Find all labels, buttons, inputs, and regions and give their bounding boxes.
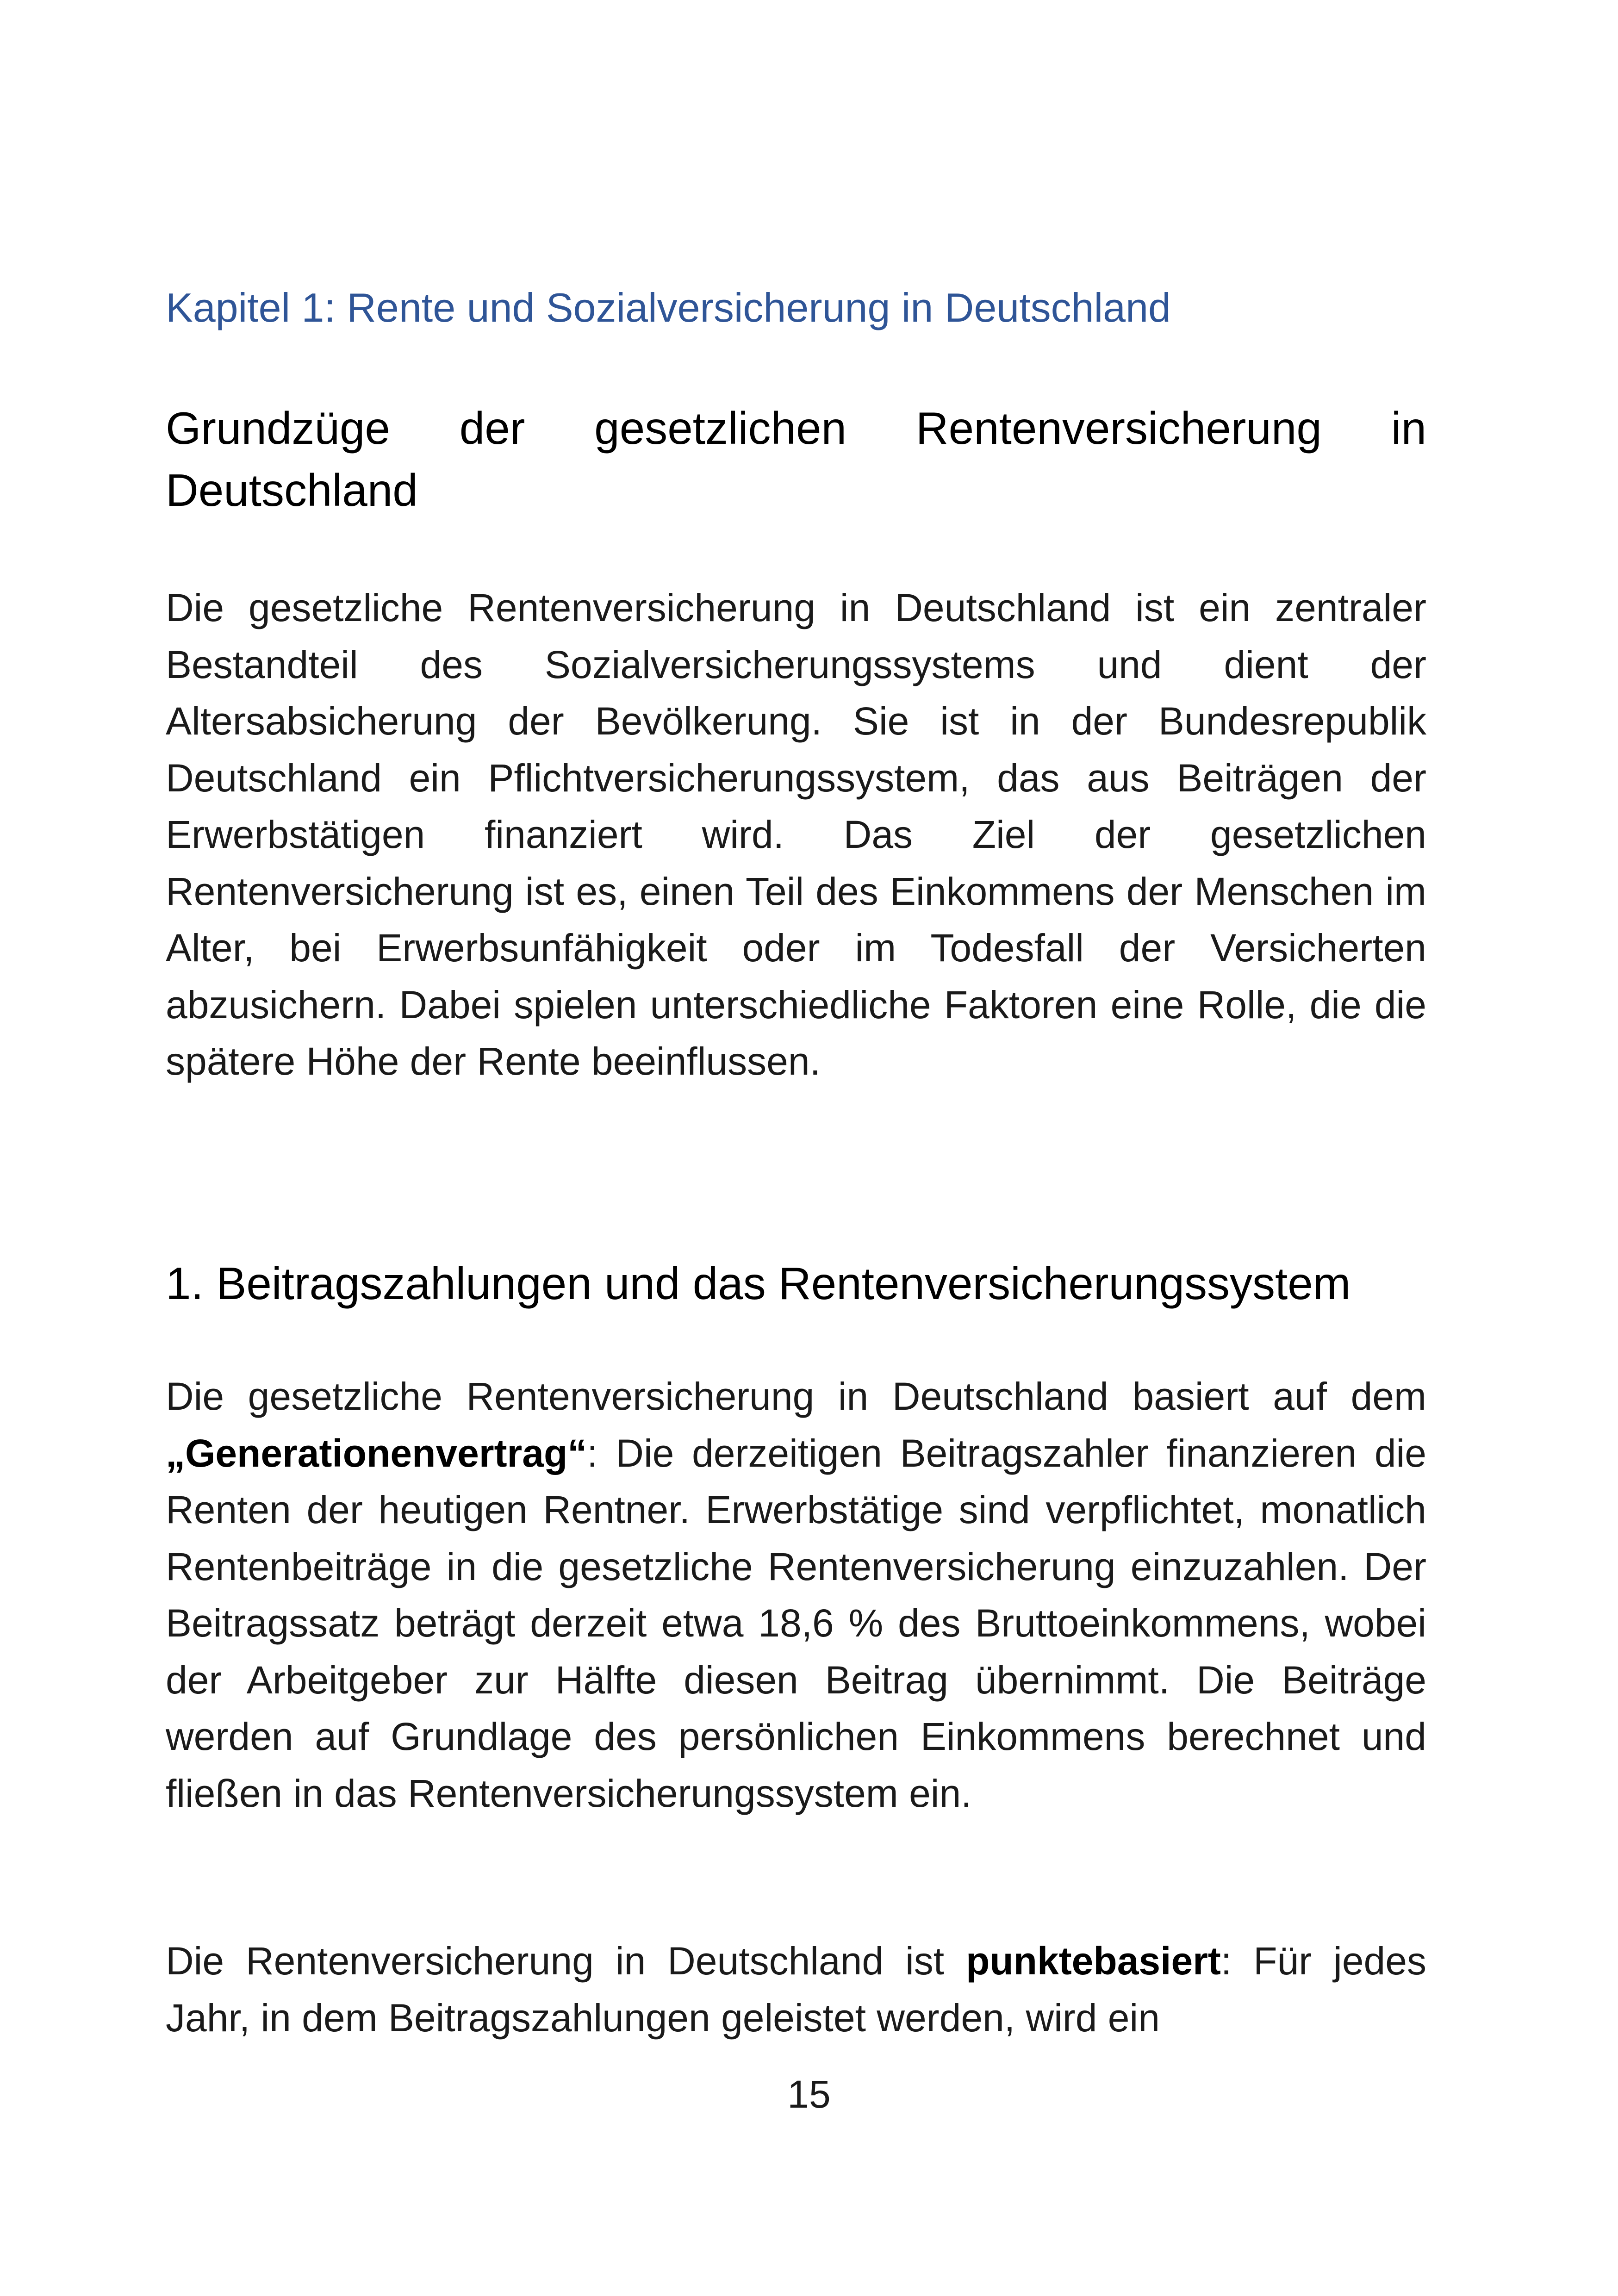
paragraph-text: Die gesetzliche Rentenversicherung in Deutschland basiert auf dem: [166, 1375, 1426, 1418]
bold-term-generationenvertrag: „Generationenvertrag“: [166, 1431, 587, 1475]
paragraph-text: Die Rentenversicherung in Deutschland ist: [166, 1939, 966, 1983]
chapter-title: Kapitel 1: Rente und Sozialversicherung in Deutschland: [166, 285, 1171, 330]
paragraph-text: : Die derzeitigen Beitragszahler finanzieren die Renten der heutigen Rentner. Erwerbstätige sind verpflichtet, monatlich Rentenbeiträge in die gesetzliche Rentenversicherung einzuzahlen. Der Beitragssatz beträgt derzeit etwa 18,6 % des Bruttoeinkommens, wobei der Arbeitgeber zur Hälfte diesen Beitrag übernimmt. Die Beiträge werden auf Grundlage des persönlichen Einkommens berechnet und fließen in das Rentenversicherungssystem ein.: [166, 1431, 1426, 1815]
subsection-heading-beitragszahlungen: 1. Beitragszahlungen und das Rentenversicherungssystem: [166, 1258, 1351, 1309]
paragraph-generationenvertrag: [166, 1368, 1426, 1822]
intro-paragraph: Die gesetzliche Rentenversicherung in Deutschland ist ein zentraler Bestandteil des Sozialversicherungssystems und dient der Altersabsicherung der Bevölkerung. Sie ist in der Bundesrepublik Deutschland ein Pflichtversicherungssystem, das aus Beiträgen der Erwerbstätigen finanziert wird. Das Ziel der gesetzlichen Rentenversicherung ist es, einen Teil des Einkommens der Menschen im Alter, bei Erwerbsunfähigkeit oder im Todesfall der Versicherten abzusichern. Dabei spielen unterschiedliche Faktoren eine Rolle, die die spätere Höhe der Rente beeinflussen.: [166, 586, 1426, 1083]
page-number: 15: [787, 2072, 831, 2116]
paragraph-punktebasiert: [166, 1933, 1426, 2046]
section-title: Grundzüge der gesetzlichen Rentenversicherung in Deutschland: [166, 403, 1426, 516]
bold-term-punktebasiert: punktebasiert: [966, 1939, 1221, 1983]
paragraph-text: : Für jedes Jahr, in dem Beitragszahlungen geleistet werden, wird ein: [166, 1939, 1426, 2040]
